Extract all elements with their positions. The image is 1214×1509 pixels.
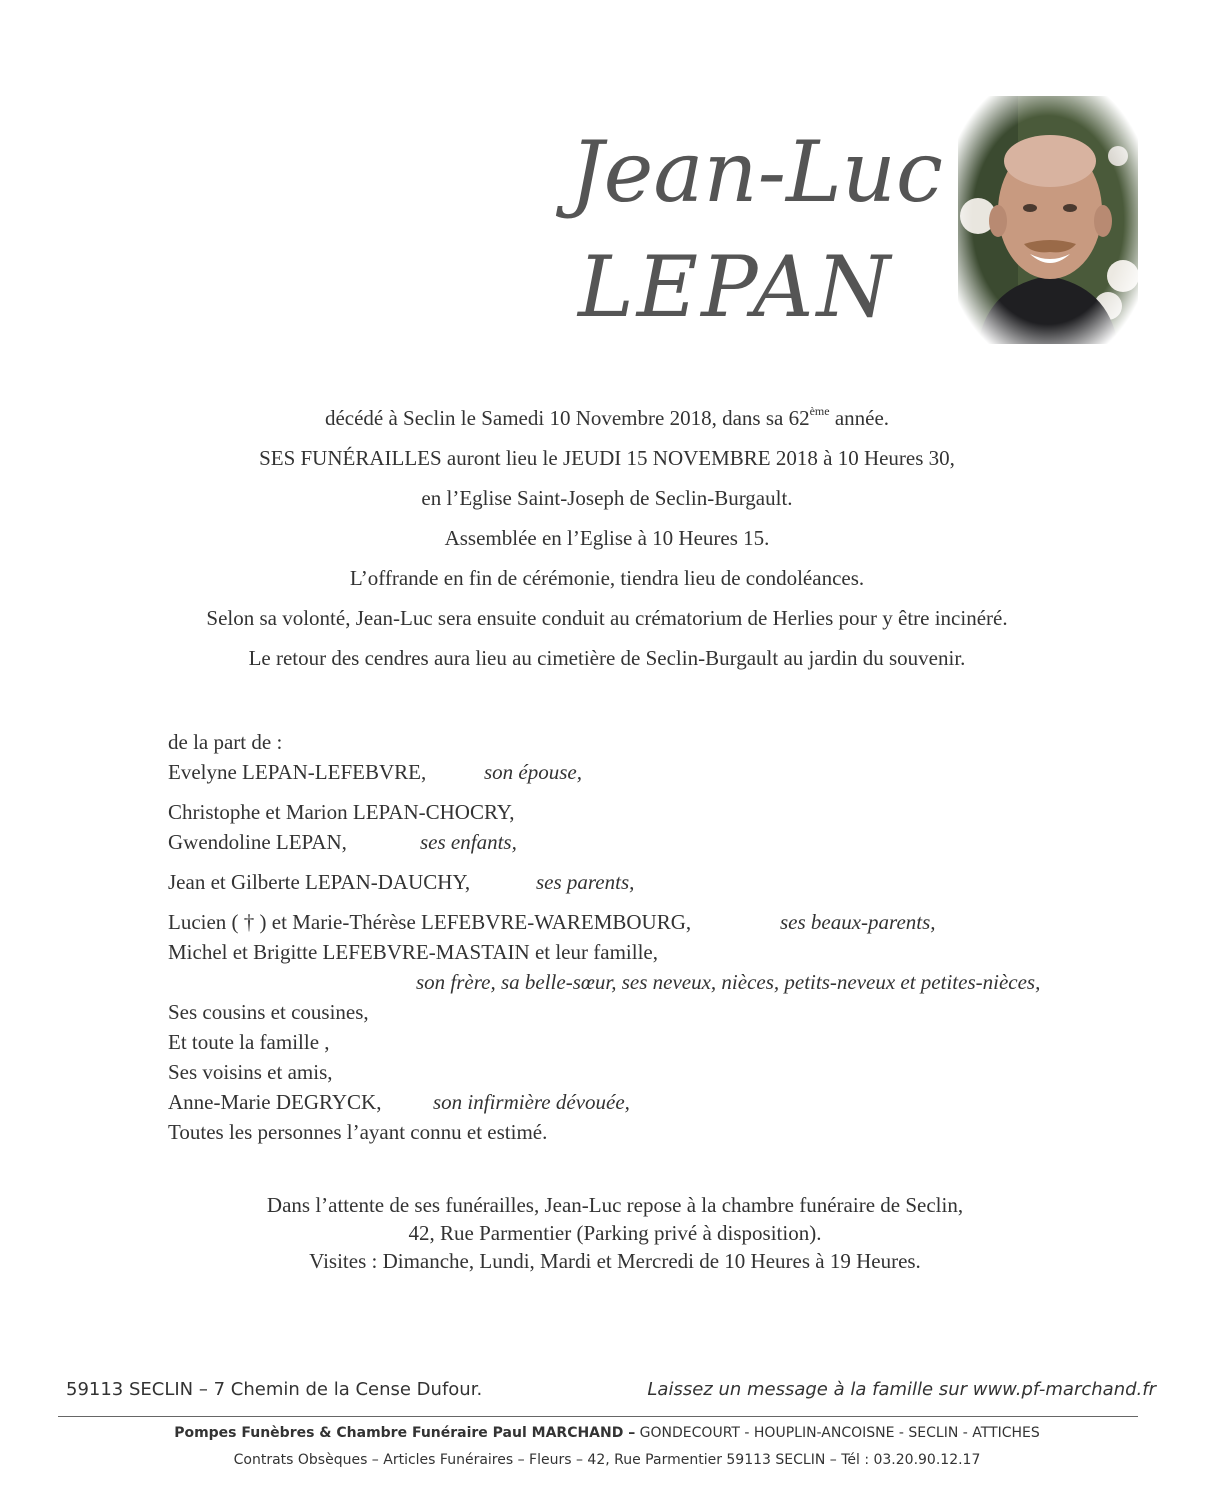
family-list: [168, 727, 1168, 1147]
death-text-end: année.: [829, 406, 890, 430]
family-all-people: Toutes les personnes l’ayant connu et estimé.: [168, 1120, 548, 1144]
parents-name: Jean et Gilberte LEPAN-DAUCHY,: [168, 870, 471, 894]
company-name: Pompes Funèbres & Chambre Funéraire Paul MARCHAND –: [174, 1425, 636, 1441]
message-link[interactable]: Laissez un message à la famille sur www.pf-marchand.fr: [647, 1379, 1156, 1400]
family-intro: de la part de :: [168, 730, 283, 754]
family-cousins: Ses cousins et cousines,: [168, 1000, 369, 1024]
parents-role: ses parents,: [536, 870, 635, 894]
visit-hours: Visites : Dimanche, Lundi, Mardi et Mercredi de 10 Heures à 19 Heures.: [309, 1249, 921, 1273]
nurse-role: son infirmière dévouée,: [433, 1090, 630, 1114]
footer-address: 59113 SECLIN – 7 Chemin de la Cense Dufour.: [66, 1379, 483, 1400]
family-neighbors: Ses voisins et amis,: [168, 1060, 333, 1084]
services-line: Contrats Obsèques – Articles Funéraires – Fleurs – 42, Rue Parmentier 59113 SECLIN – Tél : 03.20.90.12.17: [233, 1452, 981, 1468]
portrait-photo: [958, 96, 1138, 344]
first-name: Jean-Luc: [570, 123, 943, 221]
repose-info: [0, 1191, 1214, 1275]
nurse-name: Anne-Marie DEGRYCK,: [168, 1090, 382, 1114]
family-brother: Michel et Brigitte LEFEBVRE-MASTAIN et leur famille,: [168, 940, 658, 964]
assembly-line: Assemblée en l’Eglise à 10 Heures 15.: [444, 526, 770, 550]
spouse-role: son épouse,: [484, 760, 582, 784]
company-line: [0, 1425, 1214, 1441]
family-all: Et toute la famille ,: [168, 1030, 330, 1054]
family-spouse: [168, 757, 1168, 787]
announcement: [0, 398, 1214, 678]
company-places: GONDECOURT - HOUPLIN-ANCOISNE - SECLIN - ATTICHES: [635, 1425, 1040, 1441]
inlaws-role: ses beaux-parents,: [780, 910, 936, 934]
death-line: [0, 398, 1214, 438]
repose-line: Dans l’attente de ses funérailles, Jean-Luc repose à la chambre funéraire de Seclin,: [266, 1193, 964, 1217]
funeral-line: SES FUNÉRAILLES auront lieu le JEUDI 15 NOVEMBRE 2018 à 10 Heures 30,: [259, 446, 955, 470]
children-role: ses enfants,: [420, 830, 517, 854]
spouse-name: Evelyne LEPAN-LEFEBVRE,: [168, 760, 427, 784]
family-brother-role-line: [168, 967, 1168, 997]
child-name: Gwendoline LEPAN,: [168, 830, 347, 854]
family-child: Christophe et Marion LEPAN-CHOCRY,: [168, 800, 515, 824]
family-inlaws: [168, 907, 1168, 937]
footer-divider: [58, 1416, 1138, 1417]
portrait-photo-icon: [958, 96, 1138, 344]
family-parents: [168, 867, 1168, 897]
church-line: en l’Eglise Saint-Joseph de Seclin-Burgault.: [421, 486, 793, 510]
offering-line: L’offrande en fin de cérémonie, tiendra lieu de condoléances.: [349, 566, 865, 590]
last-name: LEPAN: [578, 238, 894, 336]
family-child: [168, 827, 1168, 857]
death-text: décédé à Seclin le Samedi 10 Novembre 2018, dans sa 62: [324, 406, 810, 430]
cremation-line: Selon sa volonté, Jean-Luc sera ensuite conduit au crématorium de Herlies pour y être incinéré.: [206, 606, 1008, 630]
family-nurse: [168, 1087, 1168, 1117]
repose-address: 42, Rue Parmentier (Parking privé à disposition).: [408, 1221, 822, 1245]
ordinal-suffix: ème: [809, 404, 830, 418]
ashes-line: Le retour des cendres aura lieu au cimetière de Seclin-Burgault au jardin du souvenir.: [248, 646, 966, 670]
inlaws-name: Lucien ( † ) et Marie-Thérèse LEFEBVRE-WAREMBOURG,: [168, 910, 692, 934]
brother-role: son frère, sa belle-sœur, ses neveux, nièces, petits-neveux et petites-nièces,: [416, 970, 1041, 994]
